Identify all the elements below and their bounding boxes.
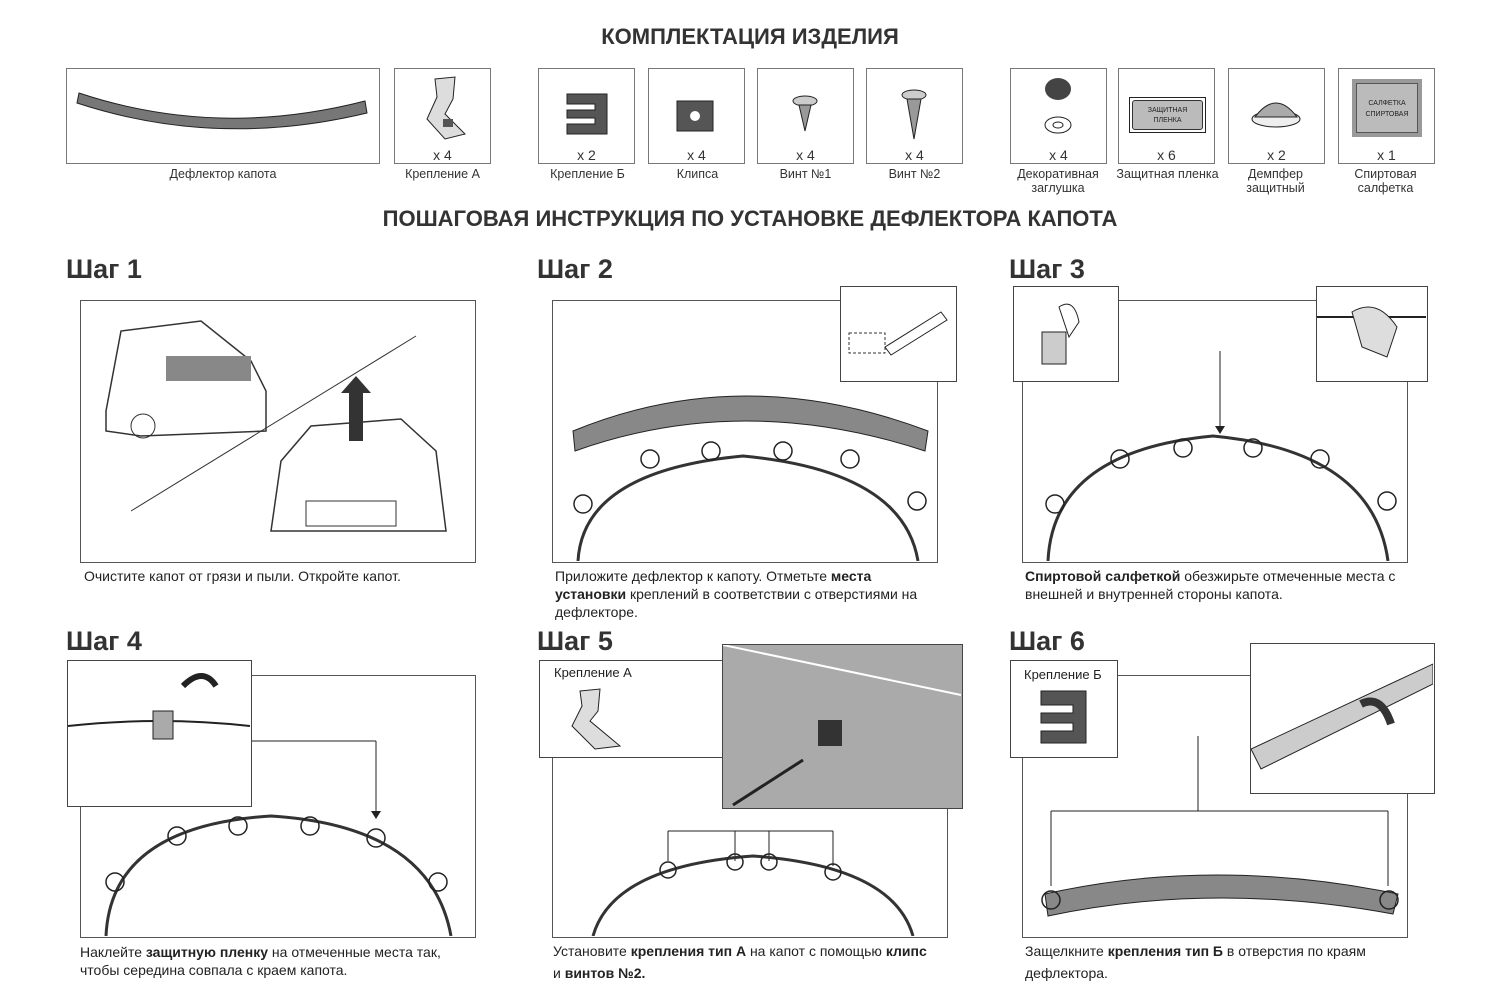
hand-clean-icon <box>1317 287 1426 380</box>
snap-mount-icon <box>1251 644 1433 792</box>
damper-image <box>1229 69 1323 144</box>
part-label: Спиртовая салфетка <box>1354 167 1417 195</box>
screw-image <box>867 69 961 144</box>
instructions-title: ПОШАГОВАЯ ИНСТРУКЦИЯ ПО УСТАНОВКЕ ДЕФЛЕКТОРА КАПОТА <box>382 206 1118 231</box>
step-1-illustration <box>80 300 476 563</box>
step-2-title: Шаг 2 <box>537 254 613 284</box>
part-label: Крепление Б <box>550 167 625 181</box>
hand-wipe-icon <box>1014 287 1117 380</box>
step-4-film-inset <box>67 660 252 807</box>
part-label: Винт №1 <box>779 167 832 181</box>
mount-a-image <box>395 69 489 144</box>
part-label: Крепление А <box>405 167 480 181</box>
clip-image <box>649 69 743 144</box>
step-2-marker-inset <box>840 286 957 382</box>
mount-a-label: Крепление А <box>554 665 632 680</box>
step-6-title: Шаг 6 <box>1009 626 1085 656</box>
part-deflector <box>66 68 380 164</box>
step-5-title: Шаг 5 <box>537 626 613 656</box>
step-3-title: Шаг 3 <box>1009 254 1085 284</box>
part-label: Винт №2 <box>888 167 941 181</box>
screw-image <box>758 69 852 144</box>
kit-title: КОМПЛЕКТАЦИЯ ИЗДЕЛИЯ <box>601 24 899 49</box>
part-clip <box>648 68 745 164</box>
part-qty: x 6 <box>1157 147 1176 163</box>
step-1-title: Шаг 1 <box>66 254 142 284</box>
step-4-text: Наклейте защитную пленку на отмеченные места так, чтобы середина совпала с краем капота. <box>80 944 441 978</box>
step-5-install-photo <box>722 644 963 809</box>
cap-image <box>1011 69 1105 144</box>
part-label: Дефлектор капота <box>169 167 277 181</box>
step-3-clean-inset <box>1316 286 1428 382</box>
part-mount-b <box>538 68 635 164</box>
step-1-text: Очистите капот от грязи и пыли. Откройте капот. <box>84 568 401 584</box>
part-mount-a <box>394 68 491 164</box>
deflector-image <box>67 69 377 161</box>
part-film <box>1118 68 1215 164</box>
part-cap <box>1010 68 1107 164</box>
part-qty: x 4 <box>1049 147 1068 163</box>
part-wipe <box>1338 68 1435 164</box>
film-label: ЗАЩИТНАЯ ПЛЕНКА <box>1132 100 1203 130</box>
part-damper <box>1228 68 1325 164</box>
part-qty: x 4 <box>905 147 924 163</box>
mount-b-image <box>539 69 633 144</box>
part-qty: x 4 <box>796 147 815 163</box>
part-qty: x 4 <box>433 147 452 163</box>
step-3-wipe-inset <box>1013 286 1119 382</box>
part-qty: x 4 <box>687 147 706 163</box>
part-qty: x 2 <box>577 147 596 163</box>
step-5-mount-inset <box>539 660 725 758</box>
part-label: Защитная пленка <box>1116 167 1219 181</box>
part-label: Клипса <box>676 167 719 181</box>
marker-pen-icon <box>841 287 955 380</box>
part-label: Демпфер защитный <box>1246 167 1305 195</box>
part-label: Декоративная заглушка <box>1017 167 1099 195</box>
part-qty: x 1 <box>1377 147 1396 163</box>
step-6-text: Защелкните крепления тип Б в отверстия по краям дефлектора. <box>1025 943 1366 981</box>
step-6-mount-inset <box>1010 660 1118 758</box>
step-5-text: Установите крепления тип А на капот с помощью клипс и винтов №2. <box>553 943 927 981</box>
hand-apply-film-icon <box>68 661 250 805</box>
step-2-text: Приложите дефлектор к капоту. Отметьте места установки креплений в соответствии с отверстиями на дефлекторе. <box>555 568 918 620</box>
step-3-text: Спиртовой салфеткой обезжирьте отмеченные места с внешней и внутренней стороны капота. <box>1025 568 1396 602</box>
part-screw-1 <box>757 68 854 164</box>
mount-b-label: Крепление Б <box>1024 667 1102 682</box>
step-6-snap-inset <box>1250 643 1435 794</box>
part-screw-2 <box>866 68 963 164</box>
wipe-label: САЛФЕТКА СПИРТОВАЯ <box>1356 83 1418 133</box>
car-open-hood-image <box>81 301 474 561</box>
screw-install-icon <box>723 645 961 807</box>
part-qty: x 2 <box>1267 147 1286 163</box>
step-4-title: Шаг 4 <box>66 626 142 656</box>
